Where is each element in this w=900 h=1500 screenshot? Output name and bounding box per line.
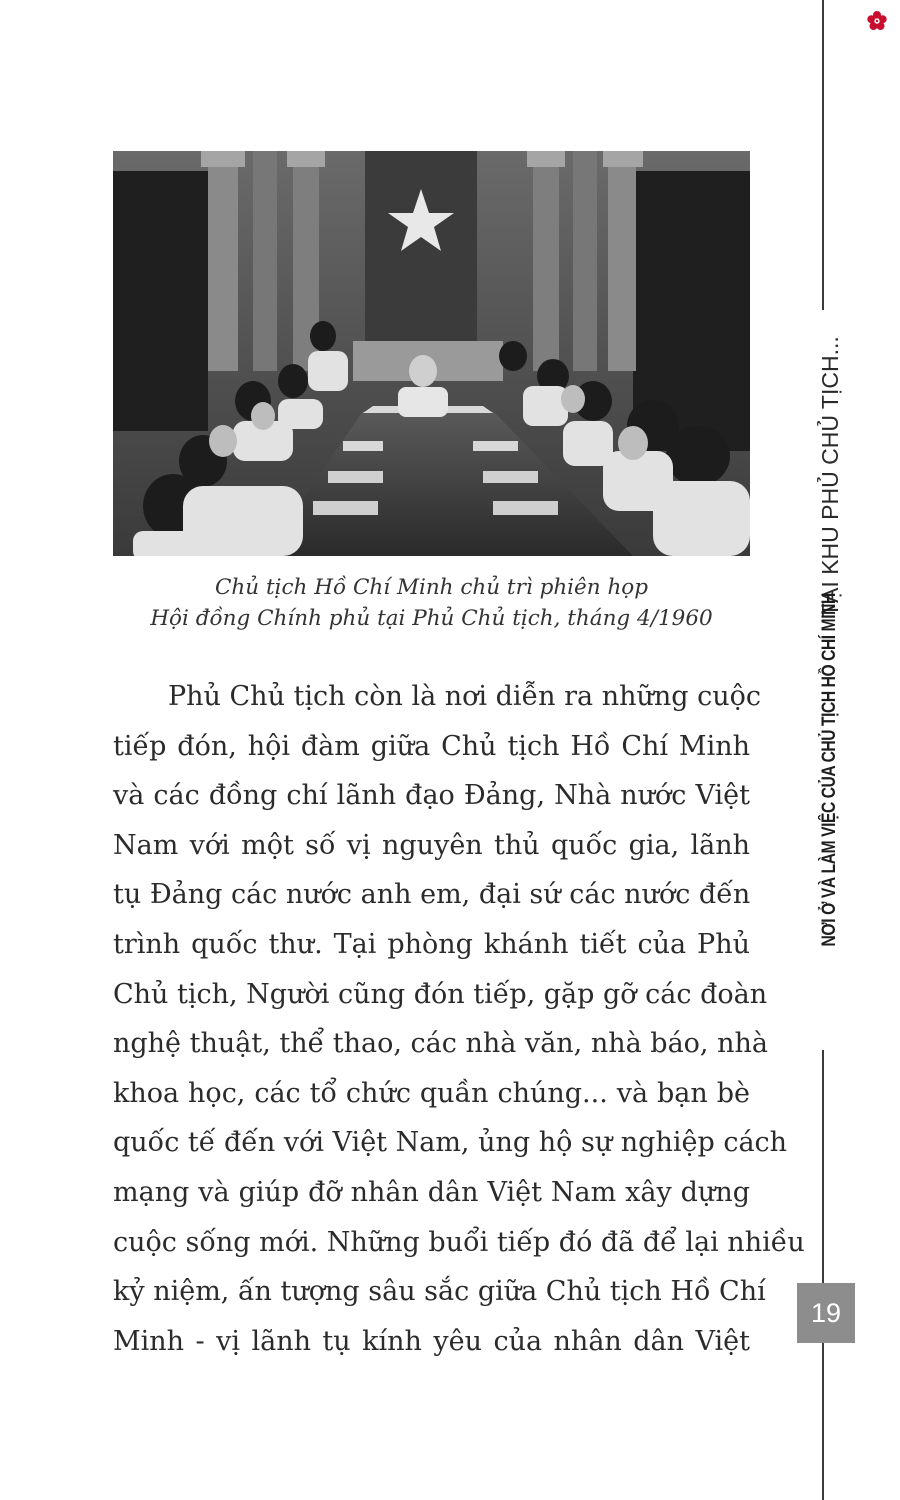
- body-line: quốc tế đến với Việt Nam, ủng hộ sự nghiệp cách: [113, 1127, 788, 1159]
- body-line: tụ Đảng các nước anh em, đại sứ các nước đến: [113, 879, 751, 911]
- flower-icon: [866, 10, 888, 32]
- body-line: Phủ Chủ tịch còn là nơi diễn ra những cuộc: [168, 681, 762, 712]
- body-line: khoa học, các tổ chức quần chúng... và bạn bè: [113, 1077, 750, 1109]
- running-head-regular: TẠI KHU PHỦ CHỦ TỊCH...: [816, 336, 843, 617]
- page-number-box: [797, 1283, 855, 1343]
- body-line: Minh - vị lãnh tụ kính yêu của nhân dân Việt: [113, 1325, 750, 1357]
- body-paragraph: [113, 672, 805, 1366]
- body-line: trình quốc thư. Tại phòng khánh tiết của Phủ: [113, 928, 750, 960]
- caption-line-1: Chủ tịch Hồ Chí Minh chủ trì phiên họp: [214, 575, 649, 600]
- page-number: 19: [810, 1297, 842, 1328]
- body-line: kỷ niệm, ấn tượng sâu sắc giữa Chủ tịch Hồ Chí: [113, 1276, 766, 1308]
- body-line: mạng và giúp đỡ nhân dân Việt Nam xây dựng: [113, 1176, 750, 1208]
- body-line: tiếp đón, hội đàm giữa Chủ tịch Hồ Chí Minh: [113, 730, 750, 762]
- body-line: Nam với một số vị nguyên thủ quốc gia, lãnh: [113, 829, 750, 861]
- running-head: [812, 310, 848, 1050]
- body-line: nghệ thuật, thể thao, các nhà văn, nhà báo, nhà: [113, 1028, 768, 1060]
- body-line: và các đồng chí lãnh đạo Đảng, Nhà nước Việt: [113, 780, 750, 812]
- photo-caption: [113, 572, 750, 634]
- star-flag-photo-icon: [113, 151, 750, 556]
- running-head-bold: NƠI Ở VÀ LÀM VIỆC CỦA CHỦ TỊCH HỒ CHÍ MINH: [819, 592, 840, 947]
- body-line: Chủ tịch, Người cũng đón tiếp, gặp gỡ các đoàn: [113, 978, 768, 1010]
- caption-line-2: Hội đồng Chính phủ tại Phủ Chủ tịch, tháng 4/1960: [150, 606, 713, 631]
- body-line: cuộc sống mới. Những buổi tiếp đó đã để lại nhiều: [113, 1226, 805, 1258]
- meeting-photo: [113, 151, 750, 556]
